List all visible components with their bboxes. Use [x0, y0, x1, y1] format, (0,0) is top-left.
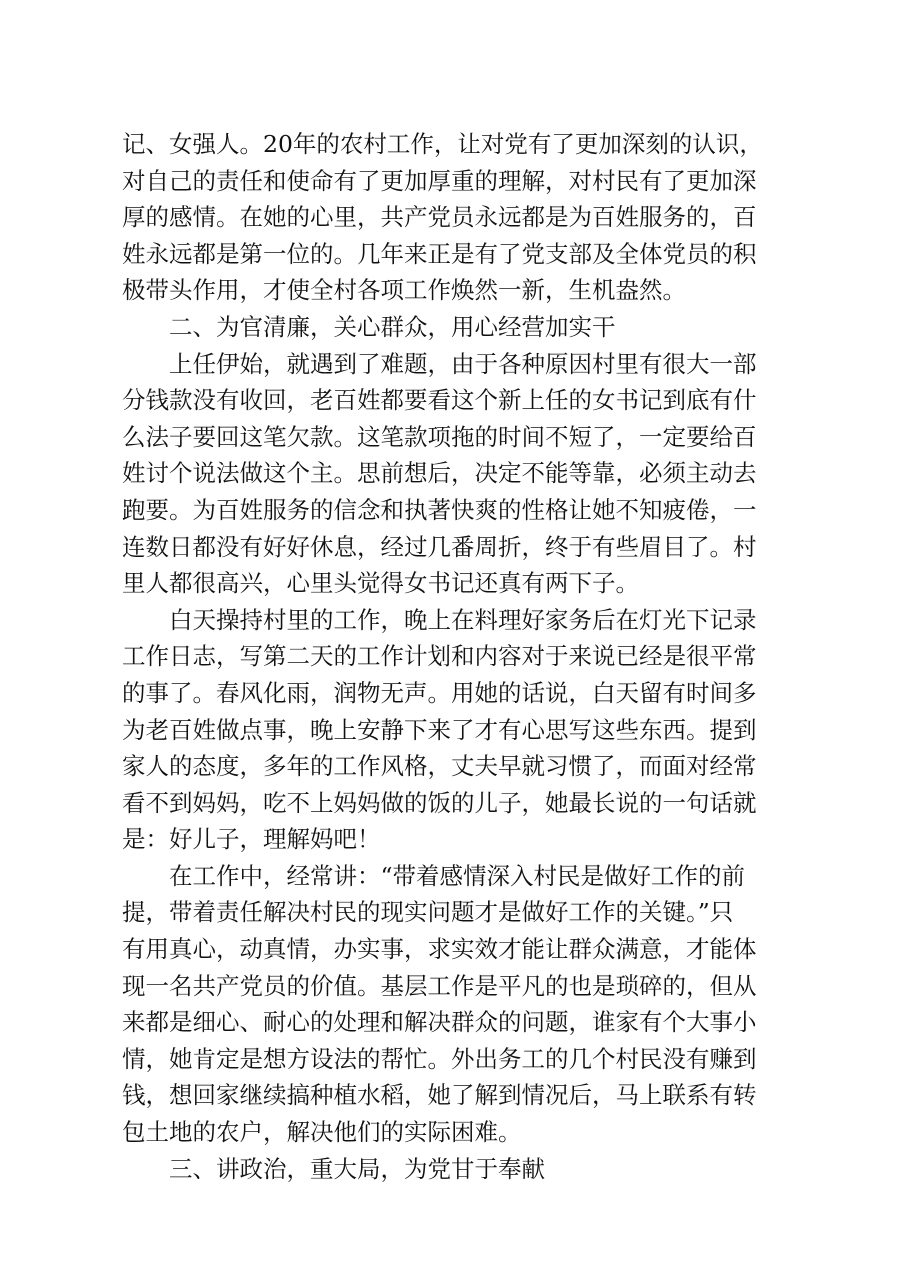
text-line: 对自己的责任和使命有了更加厚重的理解，对村民有了更加深: [122, 166, 757, 195]
text-line: 姓讨个说法做这个主。思前想后，决定不能等靠，必须主动去: [122, 459, 757, 488]
text-line: 工作日志，写第二天的工作计划和内容对于来说已经是很平常: [122, 642, 757, 671]
text-line: 跑要。为百姓服务的信念和执著快爽的性格让她不知疲倦，一: [122, 495, 757, 524]
text-line: 记、女强人。20年的农村工作，让对党有了更加深刻的认识，: [122, 130, 763, 158]
paragraph-first-line: 白天操持村里的工作，晚上在料理好家务后在灯光下记录: [169, 605, 757, 634]
text-line: 有用真心，动真情，办实事，求实效才能让群众满意，才能体: [122, 935, 757, 964]
text-line: 现一名共产党员的价值。基层工作是平凡的也是琐碎的，但从: [122, 971, 757, 1000]
text-line: 情，她肯定是想方设法的帮忙。外出务工的几个村民没有赚到: [122, 1044, 757, 1073]
document-body: [122, 126, 798, 1187]
text-line: 提，带着责任解决村民的现实问题才是做好工作的关键。”只: [122, 898, 734, 927]
text-line: 为老百姓做点事，晚上安静下来了才有心思写这些东西。提到: [122, 715, 757, 744]
text-line: 姓永远都是第一位的。几年来正是有了党支部及全体党员的积: [122, 239, 757, 268]
text-line: 钱，想回家继续搞种植水稻，她了解到情况后，马上联系有转: [122, 1081, 757, 1110]
paragraph-first-line: 在工作中，经常讲：“带着感情深入村民是做好工作的前: [169, 861, 746, 890]
text-line: 家人的态度，多年的工作风格，丈夫早就习惯了，而面对经常: [122, 752, 757, 781]
paragraph-first-line: 三、讲政治，重大局，为党甘于奉献: [169, 1154, 545, 1183]
text-line: 厚的感情。在她的心里，共产党员永远都是为百姓服务的，百: [122, 203, 757, 232]
text-line: 里人都很高兴，心里头觉得女书记还真有两下子。: [122, 569, 639, 598]
paragraph-first-line: 上任伊始，就遇到了难题，由于各种原因村里有很大一部: [169, 349, 757, 378]
text-line: 连数日都没有好好休息，经过几番周折，终于有些眉目了。村: [122, 532, 757, 561]
text-line: 来都是细心、耐心的处理和解决群众的问题，谁家有个大事小: [122, 1008, 757, 1037]
text-line: 么法子要回这笔欠款。这笔款项拖的时间不短了，一定要给百: [122, 422, 757, 451]
text-line: 看不到妈妈，吃不上妈妈做的饭的儿子，她最长说的一句话就: [122, 788, 757, 817]
paragraph-first-line: 二、为官清廉，关心群众，用心经营加实干: [169, 312, 616, 341]
text-line: 包土地的农户，解决他们的实际困难。: [122, 1118, 522, 1147]
text-line: 的事了。春风化雨，润物无声。用她的话说，白天留有时间多: [122, 678, 757, 707]
text-line: 分钱款没有收回，老百姓都要看这个新上任的女书记到底有什: [122, 386, 757, 415]
text-line: 极带头作用，才使全村各项工作焕然一新，生机盎然。: [122, 276, 686, 305]
text-line: 是：好儿子，理解妈吧！: [122, 825, 381, 854]
